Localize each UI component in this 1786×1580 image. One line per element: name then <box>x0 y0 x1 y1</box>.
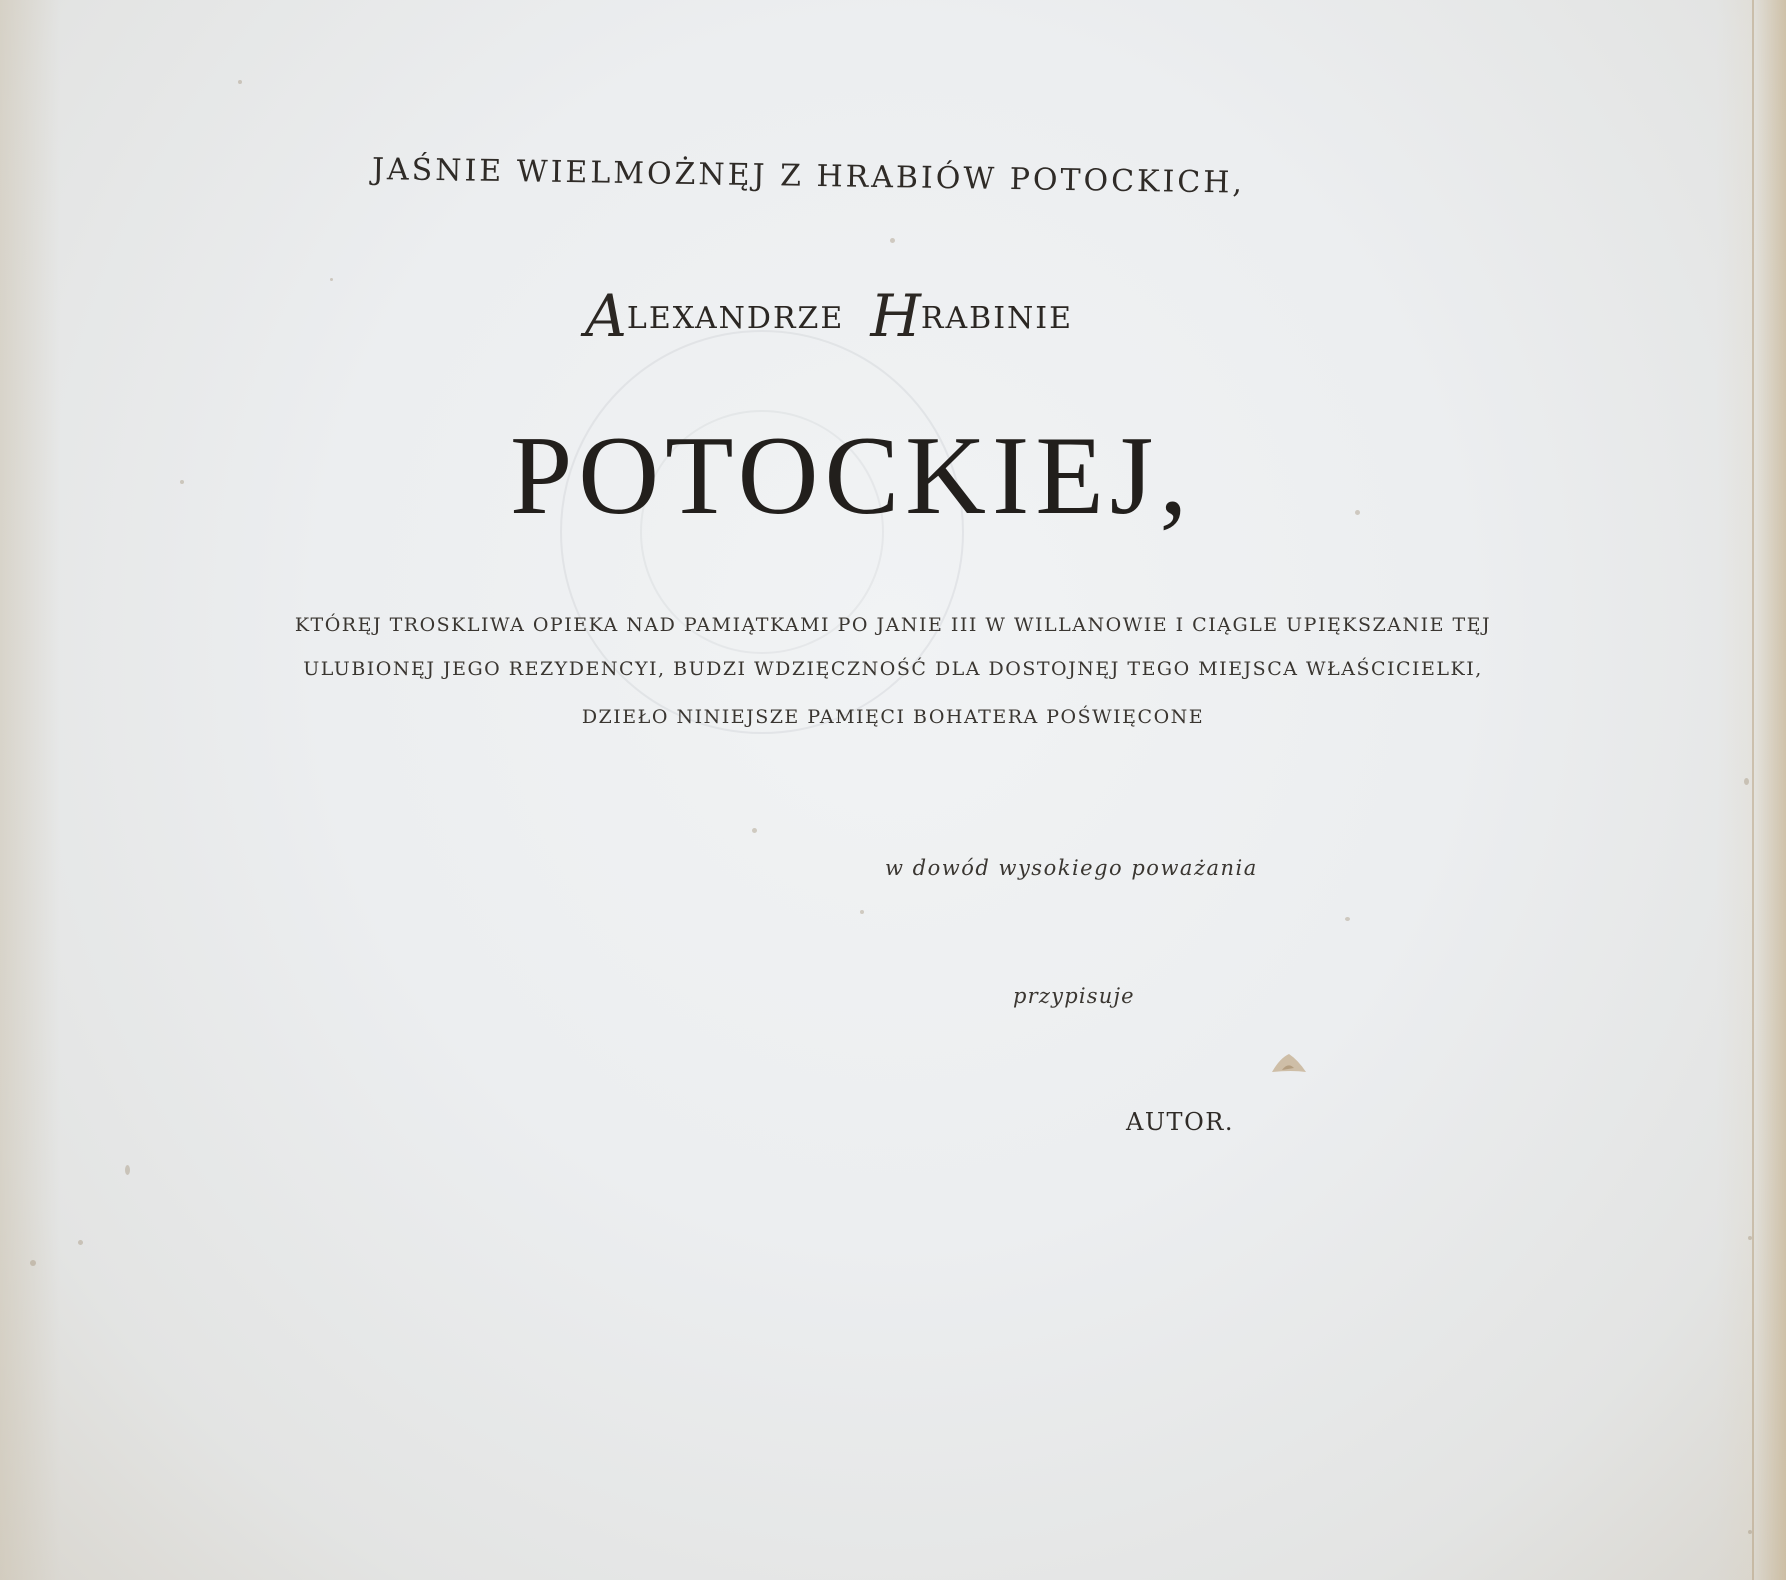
foxing-spot <box>78 1240 83 1245</box>
foxing-spot <box>1355 510 1360 515</box>
ascribes-line: przypisuje <box>1013 984 1135 1008</box>
body-line-3: DZIEŁO NINIEJSZE PAMIĘCI BOHATERA POŚWIĘCONE <box>581 706 1205 728</box>
foxing-spot <box>125 1165 130 1175</box>
foxing-spot <box>1748 1236 1752 1240</box>
name-first-rest: LEXANDRZE <box>626 301 845 336</box>
dedicatee-name <box>585 282 1073 350</box>
foxing-spot <box>752 828 757 833</box>
author-signature: AUTOR. <box>1126 1108 1234 1136</box>
foxing-spot <box>30 1260 36 1266</box>
dedication-line: JAŚNIE WIELMOŻNĘJ Z HRABIÓW POTOCKICH, <box>371 152 1246 201</box>
body-line-1: KTÓRĘJ TROSKLIWA OPIEKA NAD PAMIĄTKAMI PO JANIE III W WILLANOWIE I CIĄGLE UPIĘKSZANIE TĘJ <box>294 614 1492 636</box>
foxing-spot <box>1744 778 1749 785</box>
foxing-spot <box>1748 1530 1752 1534</box>
body-line-2: ULUBIONĘJ JEGO REZYDENCYI, BUDZI WDZIĘCZNOŚĆ DLA DOSTOJNĘJ TEGO MIEJSCA WŁAŚCICIELKI, <box>303 658 1483 680</box>
foxing-spot <box>180 480 184 484</box>
foxing-spot <box>860 910 864 914</box>
page-gutter-line <box>1752 0 1754 1580</box>
main-title: POTOCKIEJ, <box>510 414 1194 538</box>
foxing-spot <box>238 80 242 84</box>
foxing-spot <box>890 238 895 243</box>
page-aged-edge-right <box>1716 0 1786 1580</box>
name-first-initial: A <box>585 282 629 350</box>
foxing-spot <box>1345 917 1350 921</box>
foxing-spot <box>330 278 333 281</box>
name-second-rest: RABINIE <box>920 301 1074 336</box>
name-second-initial: H <box>870 282 923 350</box>
page-shadow-left <box>0 0 60 1580</box>
tribute-line: w dowód wysokiego poważania <box>885 856 1258 880</box>
paper-stain <box>1268 1052 1310 1080</box>
